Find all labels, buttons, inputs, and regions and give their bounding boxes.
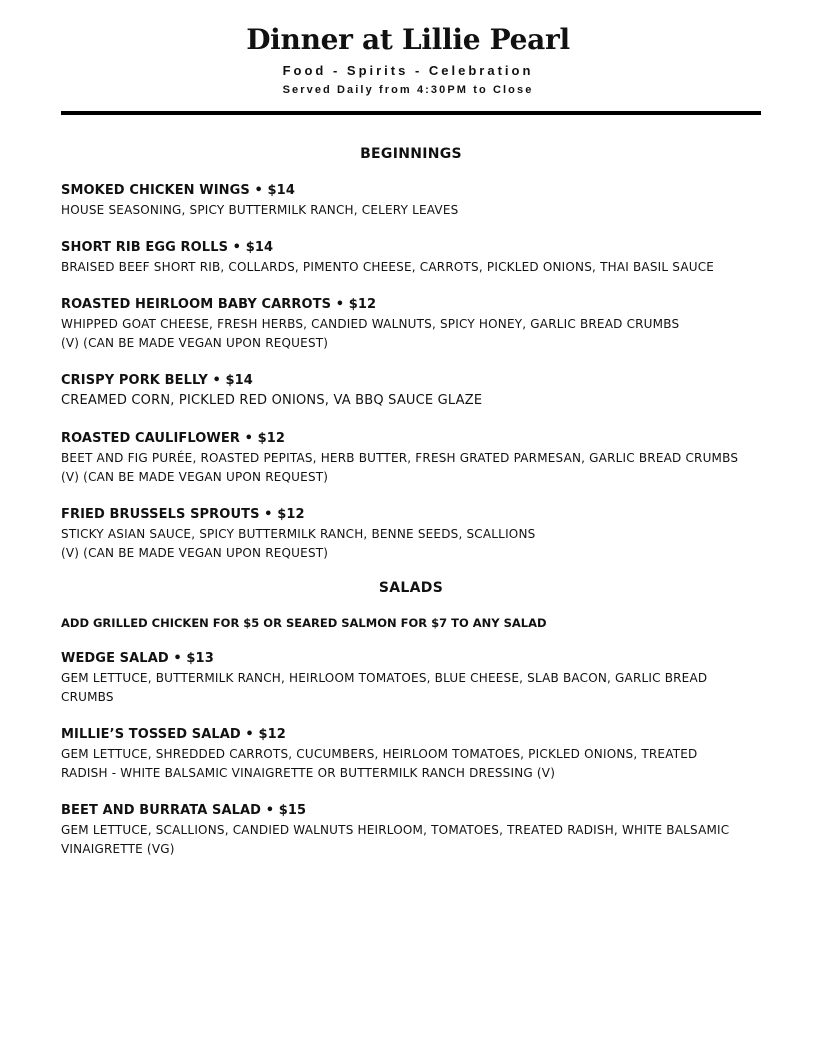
item-description: BEET AND FIG PURÉE, ROASTED PEPITAS, HERB BUTTER, FRESH GRATED PARMESAN, GARLIC BREAD CRUMBS: [61, 451, 739, 465]
header-divider: [61, 111, 761, 115]
item-dietary-note: (V) (CAN BE MADE VEGAN UPON REQUEST): [61, 336, 329, 350]
menu-header: [0, 20, 816, 97]
item-description-continued: CRUMBS: [61, 690, 114, 704]
item-dietary-note: (V) (CAN BE MADE VEGAN UPON REQUEST): [61, 470, 329, 484]
item-description: GEM LETTUCE, BUTTERMILK RANCH, HEIRLOOM TOMATOES, BLUE CHEESE, SLAB BACON, GARLIC BREAD: [61, 671, 708, 685]
menu-content: [61, 140, 761, 859]
salad-add-on-note: ADD GRILLED CHICKEN FOR $5 OR SEARED SALMON FOR $7 TO ANY SALAD: [61, 616, 547, 630]
section-salads: [61, 574, 761, 859]
menu-item: [61, 801, 761, 859]
item-description: GEM LETTUCE, SCALLIONS, CANDIED WALNUTS HEIRLOOM, TOMATOES, TREATED RADISH, WHITE BALSAMIC: [61, 823, 730, 837]
menu-item: [61, 725, 761, 783]
item-name: ROASTED HEIRLOOM BABY CARROTS • $12: [61, 297, 377, 312]
section-title: BEGINNINGS: [360, 146, 462, 162]
item-name: FRIED BRUSSELS SPROUTS • $12: [61, 507, 305, 522]
menu-item: [61, 238, 761, 277]
item-name: BEET AND BURRATA SALAD • $15: [61, 803, 307, 818]
item-description: HOUSE SEASONING, SPICY BUTTERMILK RANCH, CELERY LEAVES: [61, 203, 459, 217]
item-description: WHIPPED GOAT CHEESE, FRESH HERBS, CANDIED WALNUTS, SPICY HONEY, GARLIC BREAD CRUMBS: [61, 317, 680, 331]
menu-item: [61, 181, 761, 220]
item-description: BRAISED BEEF SHORT RIB, COLLARDS, PIMENTO CHEESE, CARROTS, PICKLED ONIONS, THAI BASIL SAUCE: [61, 260, 715, 274]
item-name: SMOKED CHICKEN WINGS • $14: [61, 183, 295, 198]
item-description-continued: VINAIGRETTE (VG): [61, 842, 175, 856]
menu-item: [61, 505, 761, 563]
section-title: SALADS: [378, 580, 444, 596]
item-name: MILLIE’S TOSSED SALAD • $12: [61, 727, 286, 742]
menu-item: [61, 295, 761, 353]
page-title: Dinner at Lillie Pearl: [246, 23, 570, 56]
item-description: STICKY ASIAN SAUCE, SPICY BUTTERMILK RANCH, BENNE SEEDS, SCALLIONS: [61, 527, 536, 541]
item-name: WEDGE SALAD • $13: [61, 651, 214, 666]
item-name: CRISPY PORK BELLY • $14: [61, 373, 253, 388]
menu-item: [61, 371, 761, 411]
item-name: ROASTED CAULIFLOWER • $12: [61, 431, 286, 446]
item-description: GEM LETTUCE, SHREDDED CARROTS, CUCUMBERS, HEIRLOOM TOMATOES, PICKLED ONIONS, TREATED: [61, 747, 698, 761]
item-description-continued: RADISH - WHITE BALSAMIC VINAIGRETTE OR BUTTERMILK RANCH DRESSING (V): [61, 766, 556, 780]
item-name: SHORT RIB EGG ROLLS • $14: [61, 240, 274, 255]
section-beginnings: [61, 140, 761, 563]
item-description: CREAMED CORN, PICKLED RED ONIONS, VA BBQ SAUCE GLAZE: [61, 393, 483, 408]
tagline: Food - Spirits - Celebration: [282, 63, 534, 78]
item-dietary-note: (V) (CAN BE MADE VEGAN UPON REQUEST): [61, 546, 329, 560]
menu-item: [61, 649, 761, 707]
service-hours: Served Daily from 4:30PM to Close: [282, 84, 534, 96]
menu-item: [61, 429, 761, 487]
